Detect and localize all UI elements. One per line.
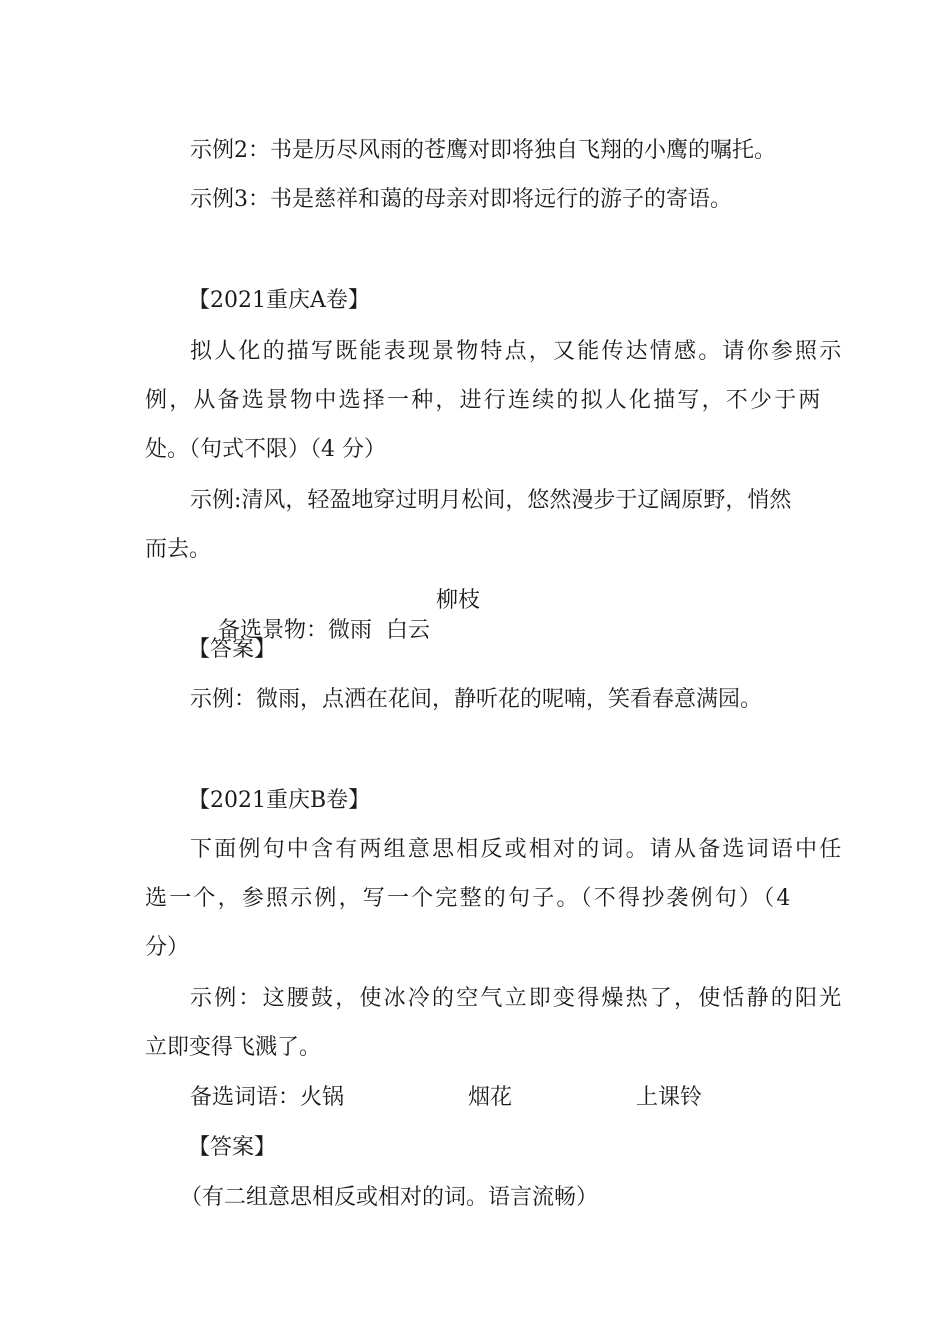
- section-a-option-extra: 柳枝: [436, 588, 481, 613]
- section-a-header: 【2021重庆A卷】: [188, 288, 370, 313]
- section-b-example-line-1: 示例：这腰鼓，使冰冷的空气立即变得燥热了，使恬静的阳光: [190, 986, 844, 1011]
- section-b-header: 【2021重庆B卷】: [188, 788, 371, 813]
- section-a-question-line-2: 例，从备选景物中选择一种，进行连续的拟人化描写，不少于两: [145, 388, 823, 413]
- section-b-answer-label: 【答案】: [188, 1135, 277, 1160]
- section-a-example-line-1: 示例:清风，轻盈地穿过明月松间，悠然漫步于辽阔原野，悄然: [190, 488, 792, 513]
- section-a-question-line-3: 处。（句式不限）（4 分）: [145, 437, 386, 462]
- example-3: 示例3：书是慈祥和蔼的母亲对即将远行的游子的寄语。: [190, 187, 732, 212]
- section-b-option-2: 烟花: [468, 1085, 513, 1110]
- section-a-answer: 示例：微雨，点洒在花间，静听花的呢喃，笑看春意满园。: [190, 687, 763, 712]
- section-b-question-line-3: 分）: [145, 935, 190, 960]
- section-b-option-3: 上课铃: [636, 1085, 703, 1110]
- section-b-example-line-2: 立即变得飞溅了。: [145, 1035, 322, 1060]
- example-2: 示例2：书是历尽风雨的苍鹰对即将独自飞翔的小鹰的嘱托。: [190, 138, 776, 163]
- section-a-question-line-1: 拟人化的描写既能表现景物特点，又能传达情感。请你参照示: [190, 339, 844, 364]
- section-a-answer-label: 【答案】: [188, 637, 277, 662]
- section-a-options-label: 备选景物：微雨 白云: [217, 618, 430, 643]
- section-a-example-line-2: 而去。: [145, 537, 212, 562]
- section-b-question-line-1: 下面例句中含有两组意思相反或相对的词。请从备选词语中任: [190, 837, 844, 862]
- section-b-question-line-2: 选一个，参照示例，写一个完整的句子。（不得抄袭例句）（4: [145, 886, 793, 911]
- section-b-answer: （有二组意思相反或相对的词。语言流畅）: [180, 1185, 599, 1210]
- section-b-options-label: 备选词语：火锅: [190, 1085, 345, 1110]
